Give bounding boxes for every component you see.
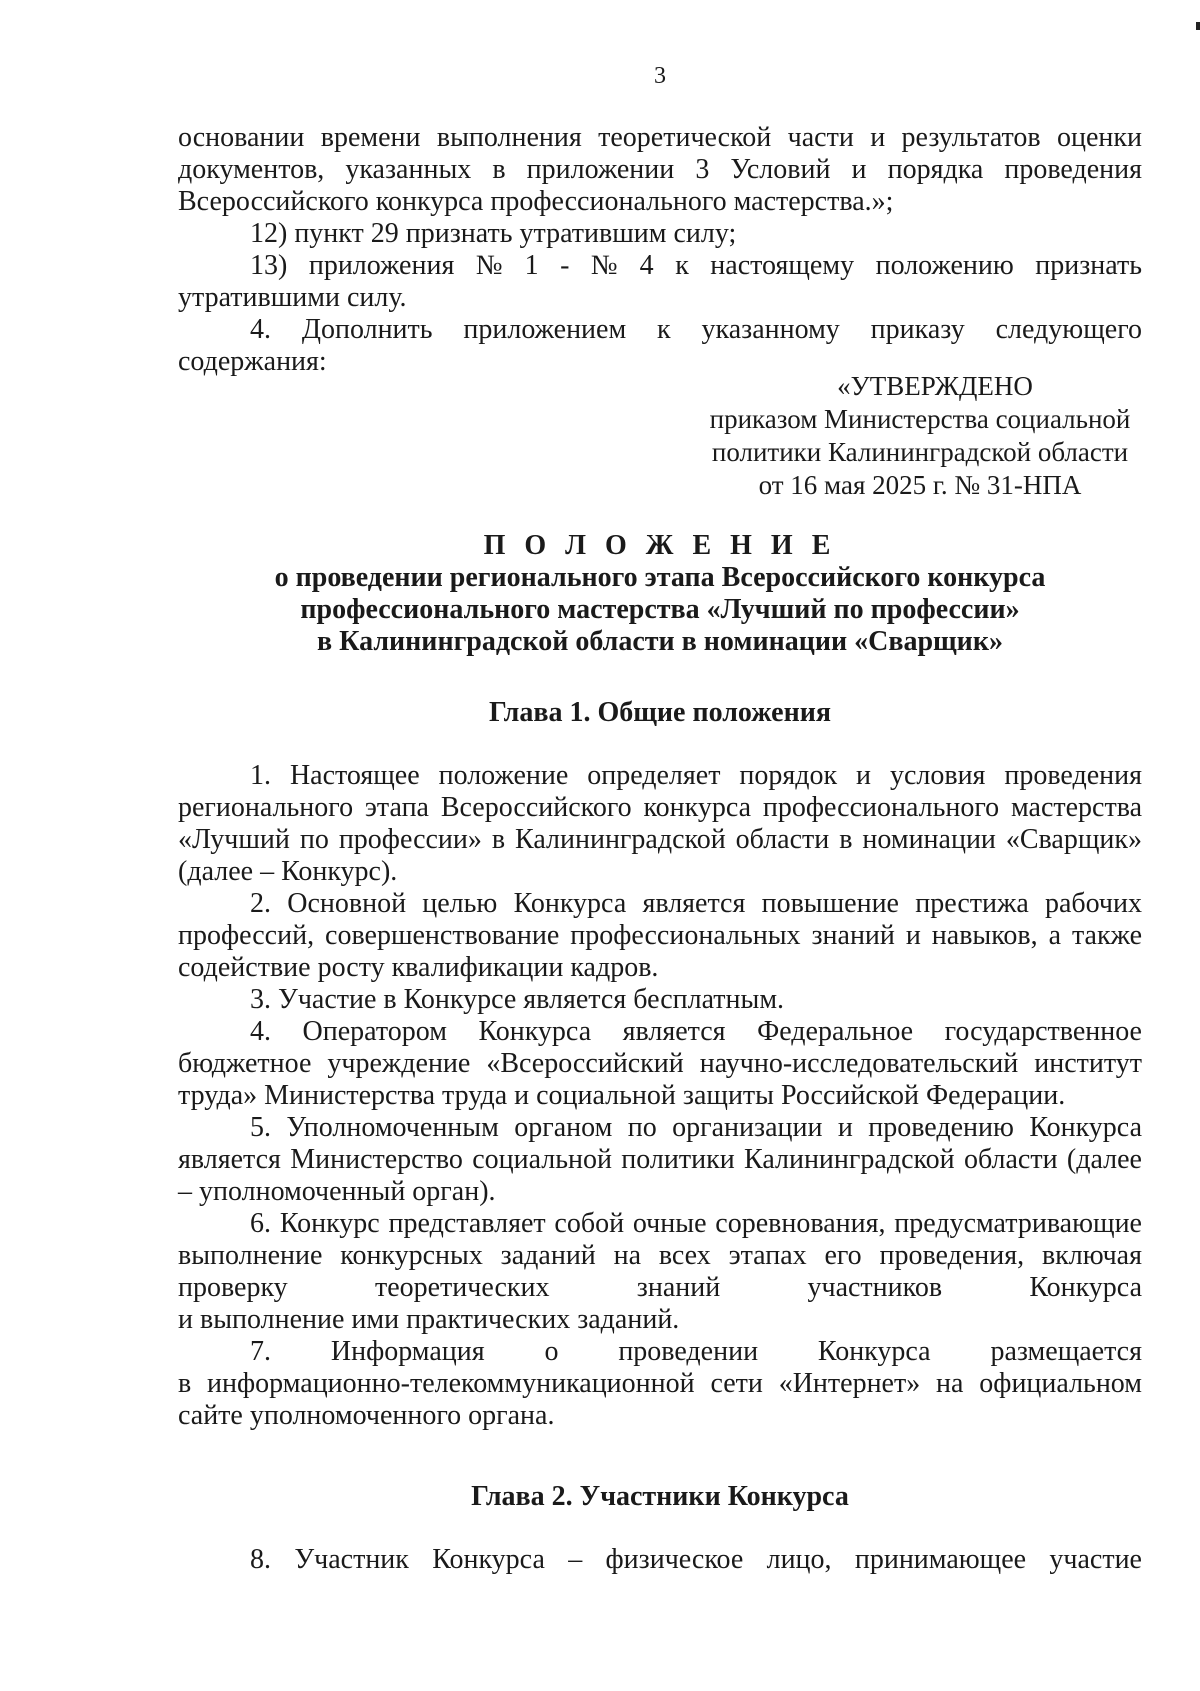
paragraph-4: 4. Оператором Конкурса является Федеральное государственное бюджетное учреждение «Всероссийский научно-исследовательский институт труда» Министерства труда и социальной защиты Российской Федерации.	[178, 1016, 1142, 1111]
paragraph-2: 2. Основной целью Конкурса является повышение престижа рабочих профессий, совершенствование профессиональных знаний и навыков, а также содействие росту квалификации кадров.	[178, 888, 1142, 983]
item-13-continuation: утратившими силу.	[178, 282, 407, 313]
approval-line-2: приказом Министерства социальной	[709, 404, 1131, 434]
item-4: 4. Дополнить приложением к указанному приказу следующего содержания:	[178, 314, 1142, 377]
approval-stamp	[680, 370, 1160, 502]
title-word: П О Л О Ж Е Н И Е	[483, 530, 837, 561]
chapter-1-heading: Глава 1. Общие положения	[488, 697, 831, 728]
document-title	[178, 530, 1142, 658]
title-line-3: в Калининградской области в номинации «Сварщик»	[317, 626, 1003, 657]
item-13: 13) приложения № 1 - № 4 к настоящему положению признать	[250, 250, 1142, 281]
continuation-line-2: документов, указанных в приложении 3 Условий и порядка проведения	[178, 154, 1142, 185]
paragraph-6-last-line: и выполнение ими практических заданий.	[178, 1304, 680, 1335]
approval-line-1: «УТВЕРЖДЕНО	[837, 371, 1033, 401]
chapter-2-heading: Глава 2. Участники Конкурса	[471, 1481, 849, 1512]
scan-mark	[1196, 22, 1200, 30]
paragraph-3: 3. Участие в Конкурсе является бесплатным.	[250, 984, 785, 1015]
paragraph-6: 6. Конкурс представляет собой очные соревнования, предусматривающие выполнение конкурсных заданий на всех этапах его проведения, включая проверку теоретических знаний участников Конкурса	[178, 1208, 1142, 1303]
paragraph-1: 1. Настоящее положение определяет порядок и условия проведения регионального этапа Всероссийского конкурса профессионального мастерства «Лучший по профессии» в Калининградской области в номинации «Сварщик» (далее – Конкурс).	[178, 760, 1142, 887]
continuation-line-3: Всероссийского конкурса профессионального мастерства.»;	[178, 186, 894, 217]
title-line-2: профессионального мастерства «Лучший по профессии»	[300, 594, 1020, 625]
paragraph-7: в информационно-телекоммуникационной сети «Интернет» на официальном сайте уполномоченного органа.	[178, 1368, 1142, 1431]
chapter-1-body	[178, 760, 1142, 1432]
approval-line-4: от 16 мая 2025 г. № 31-НПА	[758, 470, 1082, 500]
page-number: 3	[654, 63, 666, 89]
paragraph-8: 8. Участник Конкурса – физическое лицо, принимающее участие	[250, 1544, 1142, 1575]
intro-section	[178, 122, 1142, 378]
paragraph-5: 5. Уполномоченным органом по организации и проведению Конкурса является Министерство социальной политики Калининградской области (далее – уполномоченный орган).	[178, 1112, 1142, 1207]
title-line-1: о проведении регионального этапа Всероссийского конкурса	[274, 562, 1046, 593]
item-12: 12) пункт 29 признать утратившим силу;	[250, 218, 737, 249]
paragraph-7-first-line: 7. Информация о проведении Конкурса размещается	[250, 1336, 1142, 1367]
chapter-2-body	[178, 1544, 1142, 1576]
continuation-line-1: основании времени выполнения теоретической части и результатов оценки	[178, 122, 1142, 153]
approval-line-3: политики Калининградской области	[711, 437, 1129, 467]
